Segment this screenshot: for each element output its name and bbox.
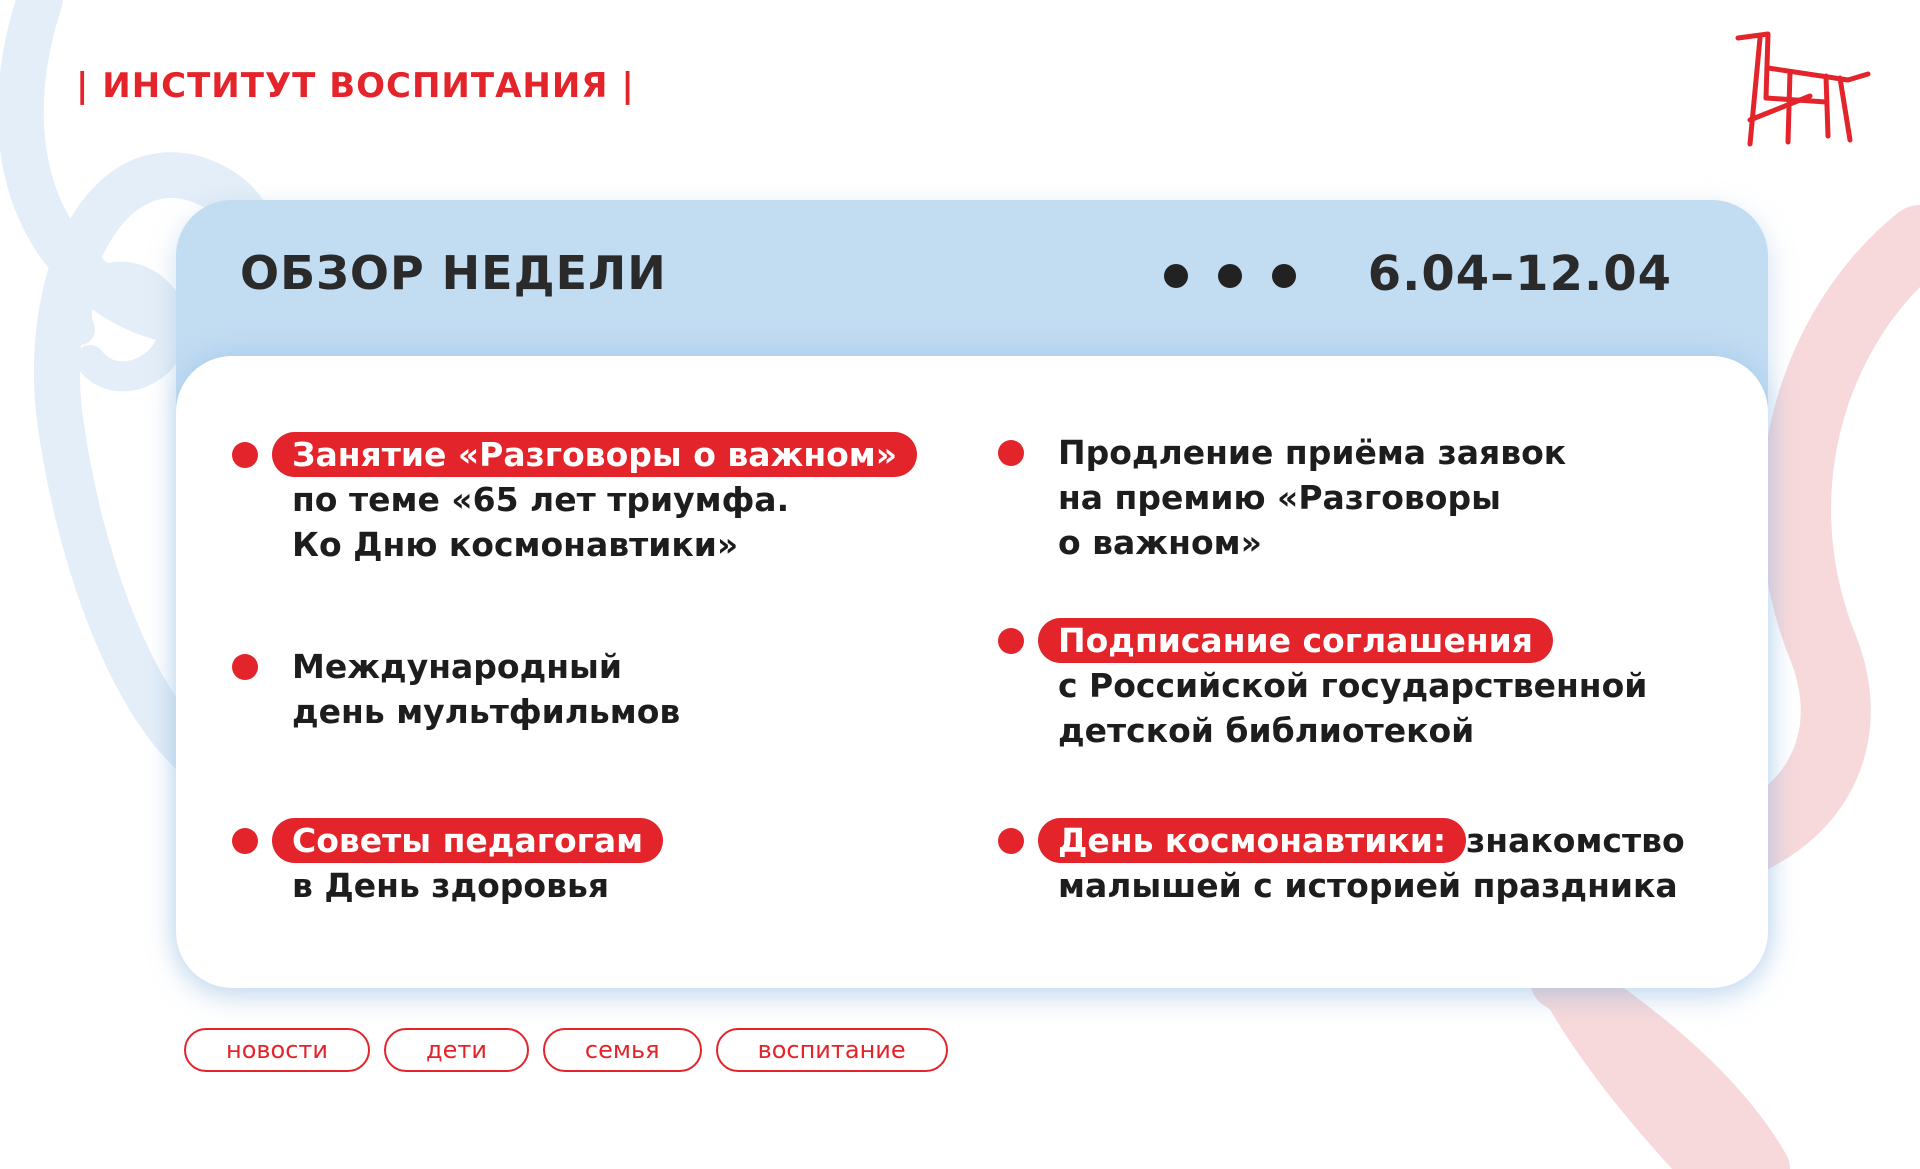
chair-logo-icon xyxy=(1730,28,1880,148)
bullet-icon xyxy=(998,440,1024,466)
item-text: знакомство xyxy=(1466,821,1685,860)
bullet-icon xyxy=(232,828,258,854)
item-text: на премию «Разговоры xyxy=(1058,478,1501,517)
dot-icon xyxy=(1218,264,1242,288)
tag-upbringing[interactable]: воспитание xyxy=(716,1028,948,1072)
item-text: день мультфильмов xyxy=(292,692,681,731)
highlight-label: Советы педагогам xyxy=(272,818,663,863)
tag-children[interactable]: дети xyxy=(384,1028,529,1072)
item-text: Продление приёма заявок xyxy=(1058,433,1567,472)
date-range: 6.04–12.04 xyxy=(1367,246,1672,302)
tag-news[interactable]: новости xyxy=(184,1028,370,1072)
card-title: ОБЗОР НЕДЕЛИ xyxy=(240,246,667,300)
bullet-icon xyxy=(998,828,1024,854)
item-text: по теме «65 лет триумфа. xyxy=(292,480,790,519)
highlight-label: Подписание соглашения xyxy=(1038,618,1553,663)
item-text: в День здоровья xyxy=(292,866,610,905)
dots-decoration xyxy=(1164,264,1296,288)
highlight-label: День космонавтики: xyxy=(1038,818,1466,863)
item-text: Ко Дню космонавтики» xyxy=(292,525,739,564)
dot-icon xyxy=(1164,264,1188,288)
highlight-label: Занятие «Разговоры о важном» xyxy=(272,432,917,477)
dot-icon xyxy=(1272,264,1296,288)
weekly-review-card xyxy=(176,200,1768,988)
item-text: Международный xyxy=(292,647,622,686)
item-text: о важном» xyxy=(1058,523,1262,562)
bullet-icon xyxy=(998,628,1024,654)
card-body xyxy=(176,356,1768,988)
item-text: с Российской государственной xyxy=(1058,666,1648,705)
item-text: детской библиотекой xyxy=(1058,711,1475,750)
tag-list xyxy=(184,1028,948,1072)
item-text: малышей с историей праздника xyxy=(1058,866,1678,905)
bullet-icon xyxy=(232,654,258,680)
brand-title: | ИНСТИТУТ ВОСПИТАНИЯ | xyxy=(76,66,635,106)
bullet-icon xyxy=(232,442,258,468)
tag-family[interactable]: семья xyxy=(543,1028,702,1072)
